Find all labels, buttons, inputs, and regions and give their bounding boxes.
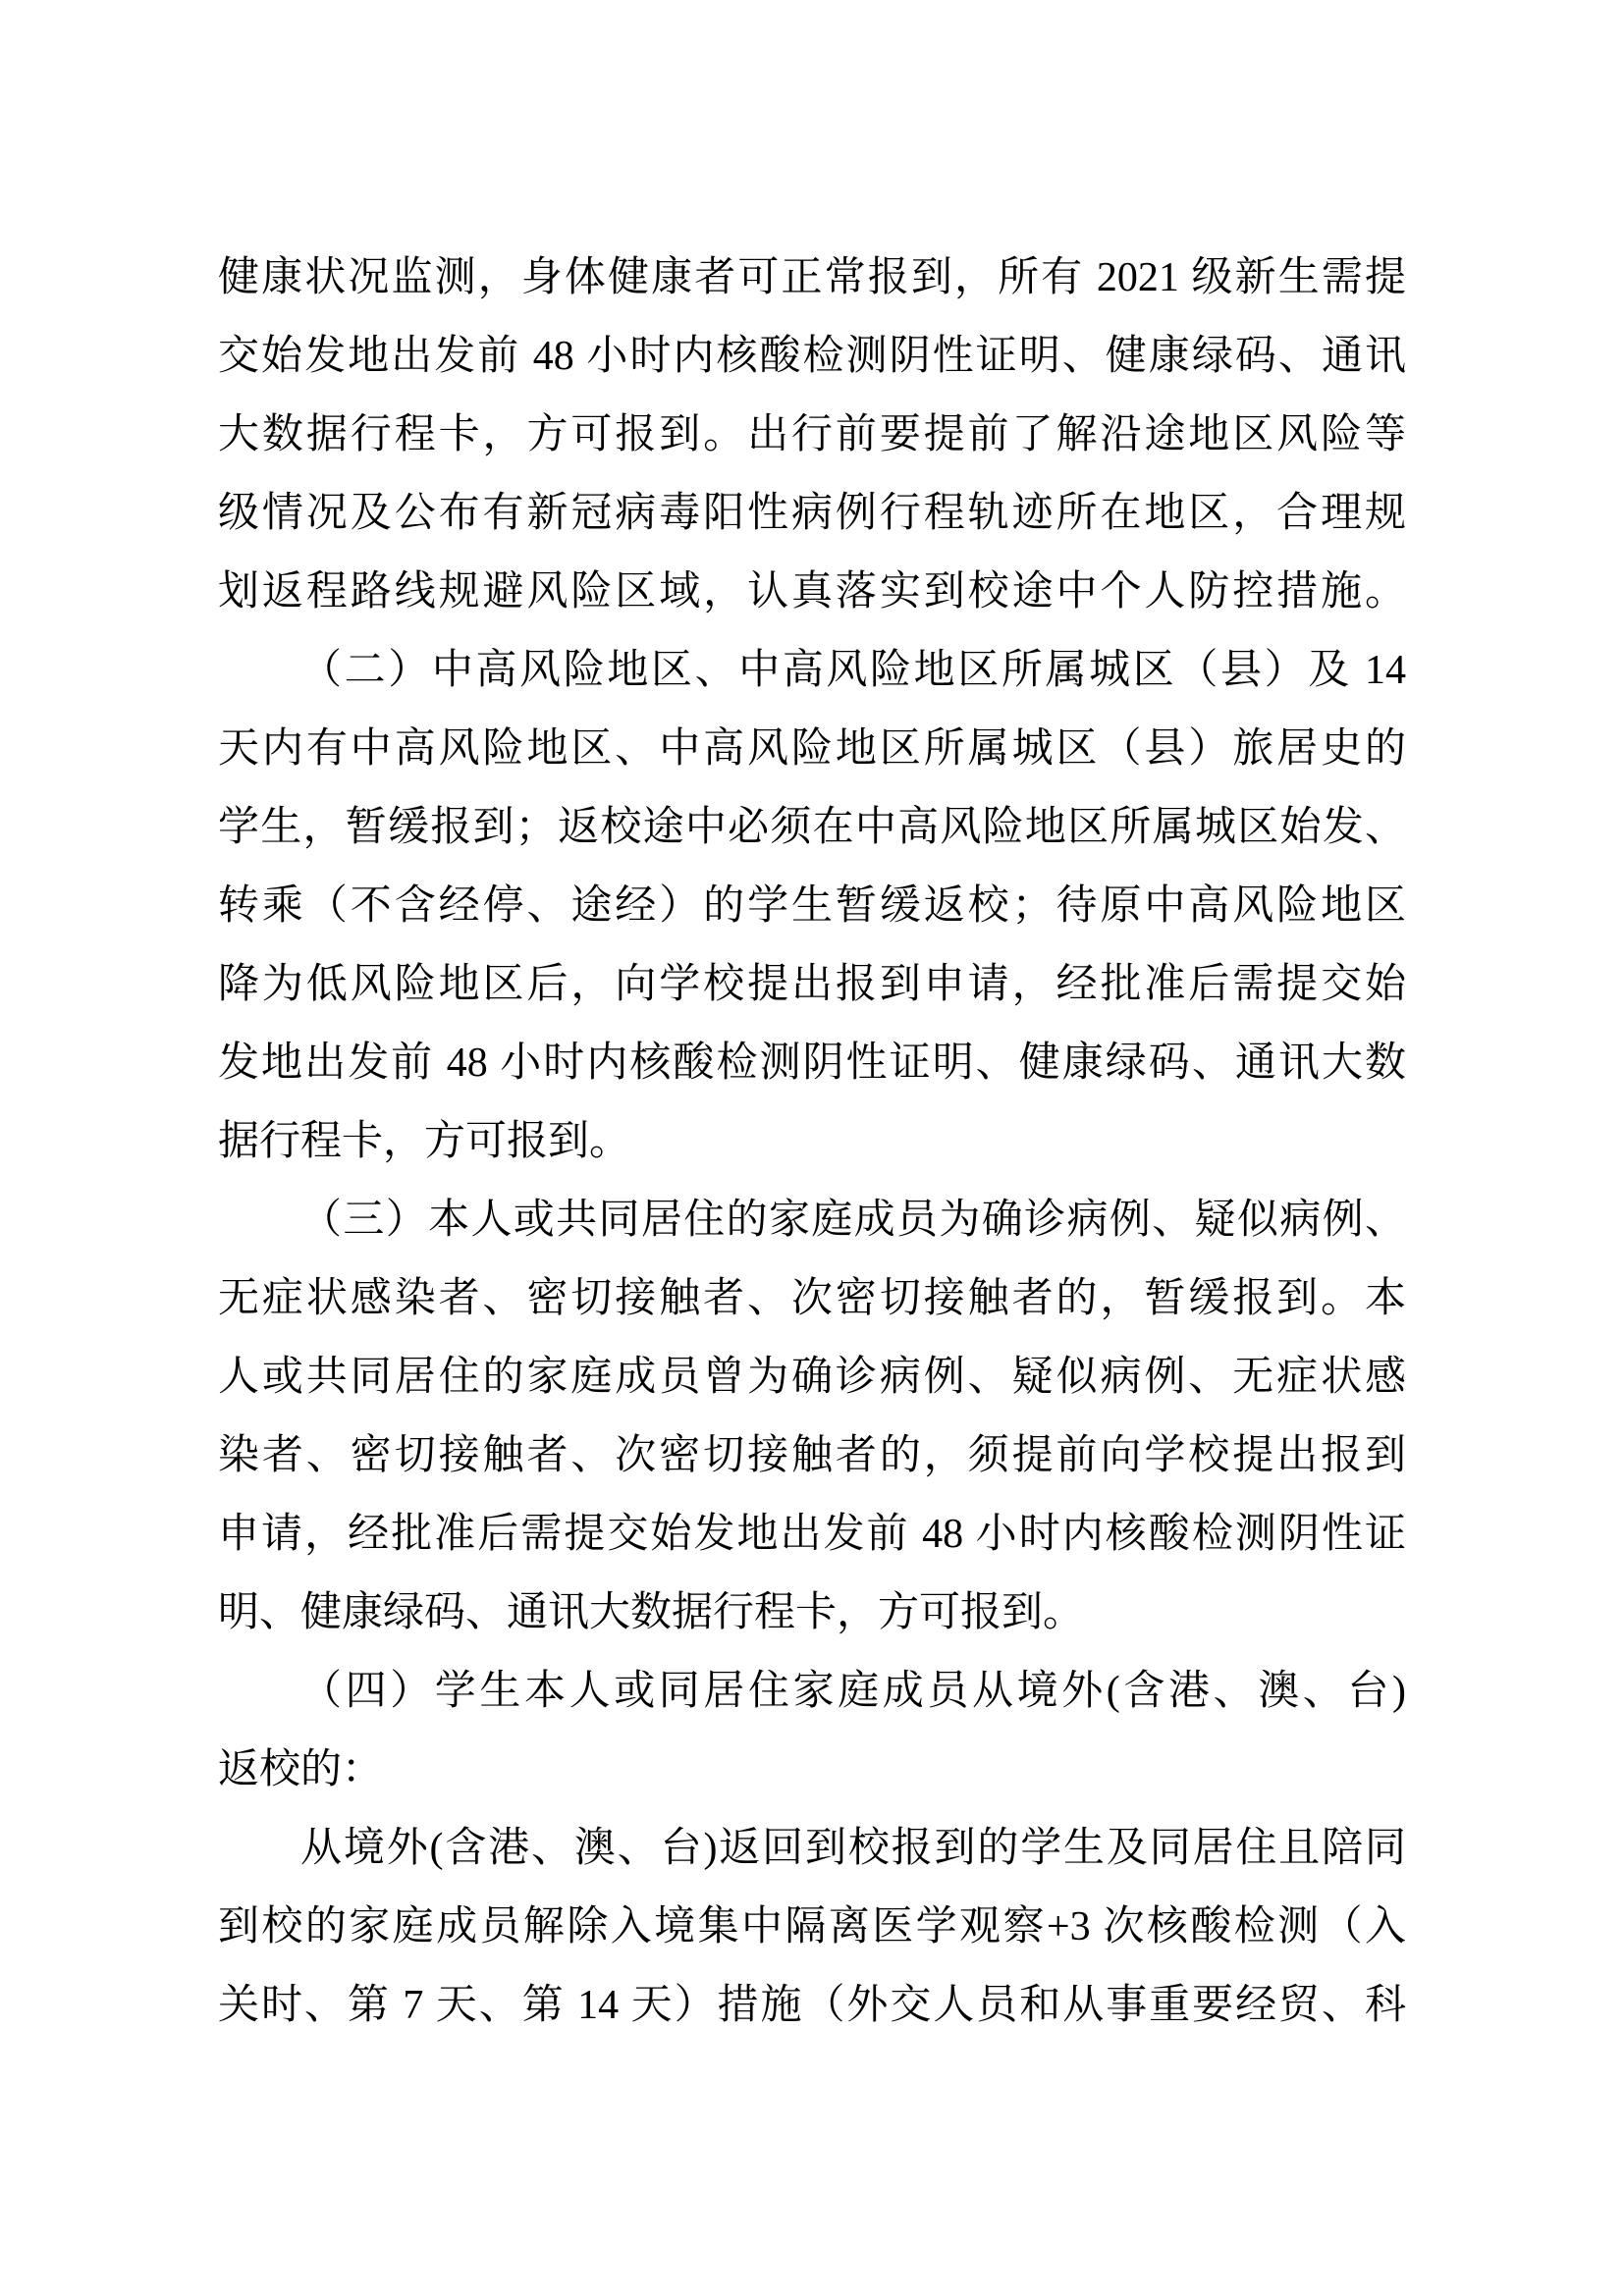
text-line: 发地出发前 48 小时内核酸检测阴性证明、健康绿码、通讯大数	[218, 1041, 1406, 1086]
text-line: 级情况及公布有新冠病毒阳性病例行程轨迹所在地区，合理规	[218, 491, 1406, 536]
text-line: （四）学生本人或同居住家庭成员从境外(含港、澳、台)	[300, 1669, 1406, 1714]
text-line: 申请，经批准后需提交始发地出发前 48 小时内核酸检测阴性证	[218, 1512, 1406, 1557]
text-line: 据行程卡，方可报到。	[218, 1119, 631, 1164]
document-body-text	[218, 239, 1406, 2045]
text-line: （二）中高风险地区、中高风险地区所属城区（县）及 14	[300, 648, 1406, 693]
text-line: 从境外(含港、澳、台)返回到校报到的学生及同居住且陪同	[300, 1826, 1406, 1871]
text-line: 学生，暂缓报到；返校途中必须在中高风险地区所属城区始发、	[218, 805, 1406, 850]
text-line: 关时、第 7 天、第 14 天）措施（外交人员和从事重要经贸、科	[218, 1983, 1406, 2028]
text-line: 健康状况监测，身体健康者可正常报到，所有 2021 级新生需提	[218, 255, 1406, 300]
text-line: 转乘（不含经停、途经）的学生暂缓返校；待原中高风险地区	[218, 883, 1406, 929]
text-line: 天内有中高风险地区、中高风险地区所属城区（县）旅居史的	[218, 726, 1406, 772]
text-line: 染者、密切接触者、次密切接触者的，须提前向学校提出报到	[218, 1433, 1406, 1478]
text-line: 无症状感染者、密切接触者、次密切接触者的，暂缓报到。本	[218, 1276, 1406, 1321]
text-line: 降为低风险地区后，向学校提出报到申请，经批准后需提交始	[218, 962, 1406, 1007]
text-line: 划返程路线规避风险区域，认真落实到校途中个人防控措施。	[218, 569, 1406, 614]
text-line: 到校的家庭成员解除入境集中隔离医学观察+3 次核酸检测（入	[218, 1904, 1406, 1949]
text-line: （三）本人或共同居住的家庭成员为确诊病例、疑似病例、	[300, 1198, 1406, 1243]
text-line: 返校的：	[218, 1747, 384, 1792]
text-line: 人或共同居住的家庭成员曾为确诊病例、疑似病例、无症状感	[218, 1355, 1406, 1400]
text-line: 明、健康绿码、通讯大数据行程卡，方可报到。	[218, 1590, 1085, 1635]
text-line: 大数据行程卡，方可报到。出行前要提前了解沿途地区风险等	[218, 412, 1406, 457]
text-line: 交始发地出发前 48 小时内核酸检测阴性证明、健康绿码、通讯	[218, 334, 1406, 379]
